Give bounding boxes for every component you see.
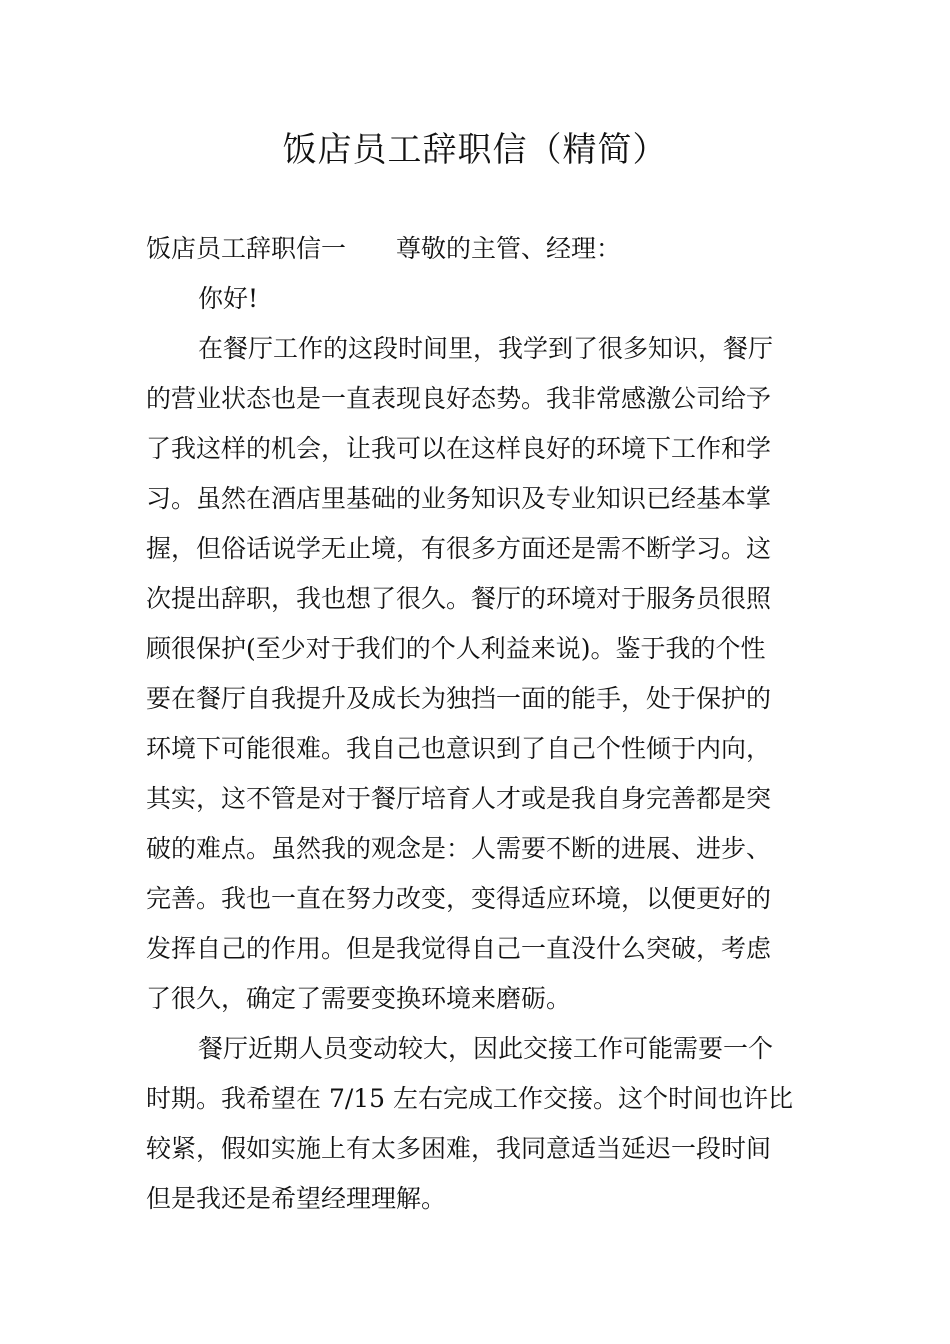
paragraph-1-line: 习。虽然在酒店里基础的业务知识及专业知识已经基本掌 [146, 484, 772, 513]
paragraph-2-line: 时期。我希望在 7/15 左右完成工作交接。这个时间也许比 [146, 1084, 794, 1113]
heading-line [146, 224, 808, 274]
paragraph-1-line: 握，但俗话说学无止境，有很多方面还是需不断学习。这 [146, 534, 772, 563]
paragraph-1 [146, 324, 808, 1024]
letter-heading: 饭店员工辞职信一 [146, 234, 347, 263]
paragraph-2-line: 餐厅近期人员变动较大，因此交接工作可能需要一个 [198, 1034, 774, 1063]
paragraph-1-line: 其实，这不管是对于餐厅培育人才或是我自身完善都是突 [146, 784, 772, 813]
paragraph-1-line: 顾很保护(至少对于我们的个人利益来说)。鉴于我的个性 [146, 634, 766, 663]
paragraph-1-line: 要在餐厅自我提升及成长为独挡一面的能手，处于保护的 [146, 684, 772, 713]
salutation: 尊敬的主管、经理： [396, 234, 622, 263]
paragraph-1-line: 了很久，确定了需要变换环境来磨砺。 [146, 984, 572, 1013]
paragraph-1-line: 完善。我也一直在努力改变，变得适应环境，以便更好的 [146, 884, 772, 913]
paragraph-1-line: 了我这样的机会，让我可以在这样良好的环境下工作和学 [146, 434, 772, 463]
paragraph-1-line: 的营业状态也是一直表现良好态势。我非常感激公司给予 [146, 384, 772, 413]
paragraph-1-line: 环境下可能很难。我自己也意识到了自己个性倾于内向， [146, 734, 772, 763]
paragraph-1-line: 在餐厅工作的这段时间里，我学到了很多知识，餐厅 [198, 334, 774, 363]
paragraph-2 [146, 1024, 808, 1224]
paragraph-1-line: 次提出辞职，我也想了很久。餐厅的环境对于服务员很照 [146, 584, 772, 613]
document-body [146, 224, 808, 1224]
greeting: 你好! [198, 284, 259, 313]
paragraph-2-line: 较紧，假如实施上有太多困难，我同意适当延迟一段时间 [146, 1134, 772, 1163]
document-title: 饭店员工辞职信（精简） [282, 130, 668, 170]
paragraph-1-line: 发挥自己的作用。但是我觉得自己一直没什么突破，考虑 [146, 934, 772, 963]
paragraph-1-line: 破的难点。虽然我的观念是：人需要不断的进展、进步、 [146, 834, 772, 863]
paragraph-2-line: 但是我还是希望经理理解。 [146, 1184, 447, 1213]
